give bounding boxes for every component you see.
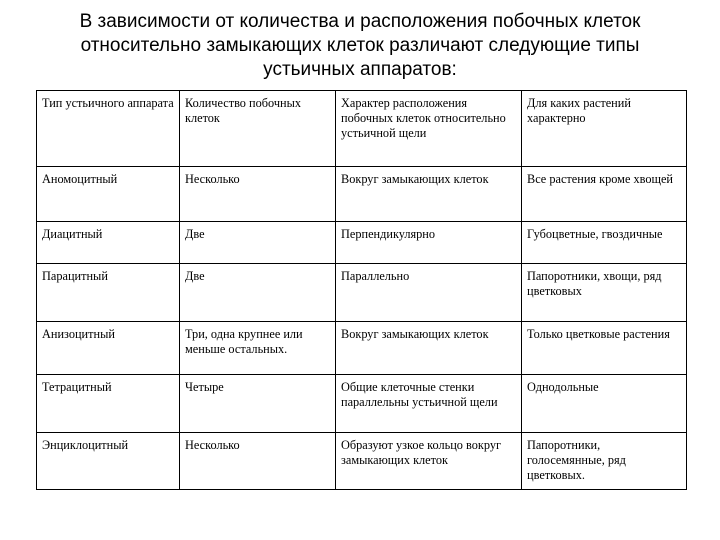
cell-type: Парацитный [37, 264, 180, 322]
cell-arrangement: Вокруг замыкающих клеток [336, 167, 522, 222]
cell-arrangement: Параллельно [336, 264, 522, 322]
cell-count: Несколько [180, 167, 336, 222]
cell-count: Две [180, 222, 336, 264]
cell-type: Энциклоцитный [37, 433, 180, 490]
table-header-row [37, 91, 687, 167]
cell-arrangement: Общие клеточные стенки параллельны устьичной щели [336, 375, 522, 433]
header-cell-type: Тип устьичного аппарата [37, 91, 180, 167]
cell-plants: Губоцветные, гвоздичные [522, 222, 687, 264]
cell-type: Диацитный [37, 222, 180, 264]
table-row [37, 375, 687, 433]
table-row [37, 222, 687, 264]
cell-type: Аномоцитный [37, 167, 180, 222]
table-row [37, 322, 687, 375]
cell-count: Несколько [180, 433, 336, 490]
cell-plants: Только цветковые растения [522, 322, 687, 375]
header-cell-arrangement: Характер расположения побочных клеток относительно устьичной щели [336, 91, 522, 167]
cell-plants: Папоротники, хвощи, ряд цветковых [522, 264, 687, 322]
page-heading [40, 10, 680, 82]
table-row [37, 264, 687, 322]
cell-arrangement: Вокруг замыкающих клеток [336, 322, 522, 375]
table-row [37, 167, 687, 222]
cell-arrangement: Образуют узкое кольцо вокруг замыкающих клеток [336, 433, 522, 490]
heading-line-2: относительно замыкающих клеток различают следующие типы [80, 35, 640, 56]
header-cell-plants: Для каких растений характерно [522, 91, 687, 167]
heading-line-1: В зависимости от количества и расположения побочных клеток [79, 11, 641, 32]
header-cell-count: Количество побочных клеток [180, 91, 336, 167]
cell-plants: Все растения кроме хвощей [522, 167, 687, 222]
table-row [37, 433, 687, 490]
cell-type: Тетрацитный [37, 375, 180, 433]
cell-type: Анизоцитный [37, 322, 180, 375]
heading-line-3: устьичных аппаратов: [263, 59, 457, 80]
stomata-types-table [36, 90, 687, 490]
cell-arrangement: Перпендикулярно [336, 222, 522, 264]
cell-count: Четыре [180, 375, 336, 433]
cell-count: Три, одна крупнее или меньше остальных. [180, 322, 336, 375]
cell-plants: Папоротники, голосемянные, ряд цветковых. [522, 433, 687, 490]
cell-plants: Однодольные [522, 375, 687, 433]
cell-count: Две [180, 264, 336, 322]
